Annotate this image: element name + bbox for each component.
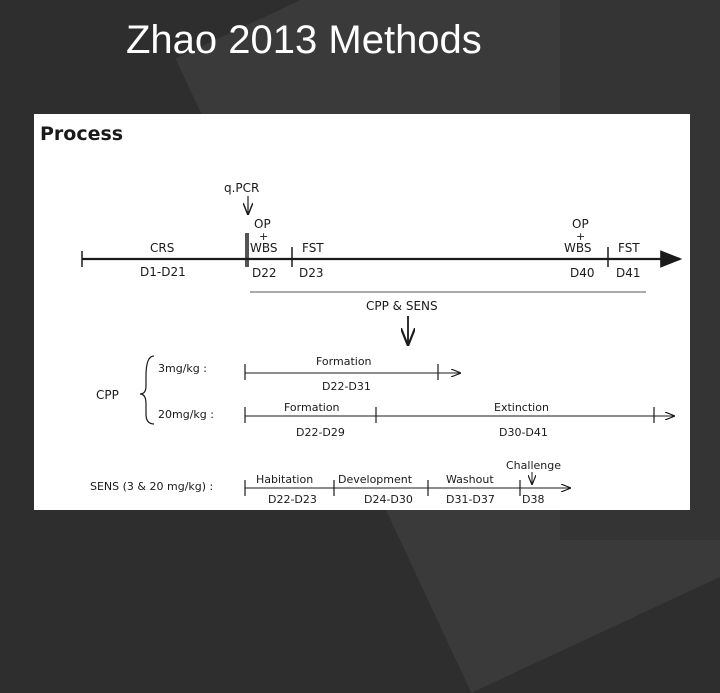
days-label: D22-D23 <box>268 493 317 506</box>
qpcr-label: q.PCR <box>224 181 260 195</box>
dose-label: 20mg/kg : <box>158 408 214 421</box>
day-label: D41 <box>616 266 641 280</box>
phase-label: Habitation <box>256 473 314 486</box>
fst-label: FST <box>618 241 640 255</box>
process-figure <box>34 114 690 510</box>
phase-label: Washout <box>446 473 494 486</box>
days-label: D30-D41 <box>499 426 548 439</box>
days-label: D24-D30 <box>364 493 413 506</box>
plus-label: + <box>576 230 586 243</box>
day-label: D40 <box>570 266 595 280</box>
crs-days: D1-D21 <box>140 265 186 279</box>
day-label: D22 <box>252 266 277 280</box>
crs-label: CRS <box>150 241 175 255</box>
days-label: D22-D31 <box>322 380 371 393</box>
days-label: D22-D29 <box>296 426 345 439</box>
phase-label: Formation <box>316 355 372 368</box>
dose-label: 3mg/kg : <box>158 362 207 375</box>
phase-label: Development <box>338 473 413 486</box>
wbs-label: WBS <box>564 241 592 255</box>
process-diagram <box>34 114 690 510</box>
phase-label: Challenge <box>506 459 561 472</box>
days-label: D31-D37 <box>446 493 495 506</box>
phase-label: Formation <box>284 401 340 414</box>
sens-label: SENS (3 & 20 mg/kg) : <box>90 480 214 493</box>
op-label: OP <box>254 217 271 231</box>
day-label: D23 <box>299 266 324 280</box>
slide-title: Zhao 2013 Methods <box>126 18 482 62</box>
figure-heading: Process <box>40 123 124 145</box>
fst-label: FST <box>302 241 324 255</box>
cpp-sens-label: CPP & SENS <box>366 299 438 313</box>
plus-label: + <box>259 230 269 243</box>
days-label: D38 <box>522 493 545 506</box>
cpp-label: CPP <box>96 388 119 402</box>
wbs-label: WBS <box>250 241 278 255</box>
phase-label: Extinction <box>494 401 549 414</box>
cpp-brace <box>140 356 154 424</box>
op-label: OP <box>572 217 589 231</box>
